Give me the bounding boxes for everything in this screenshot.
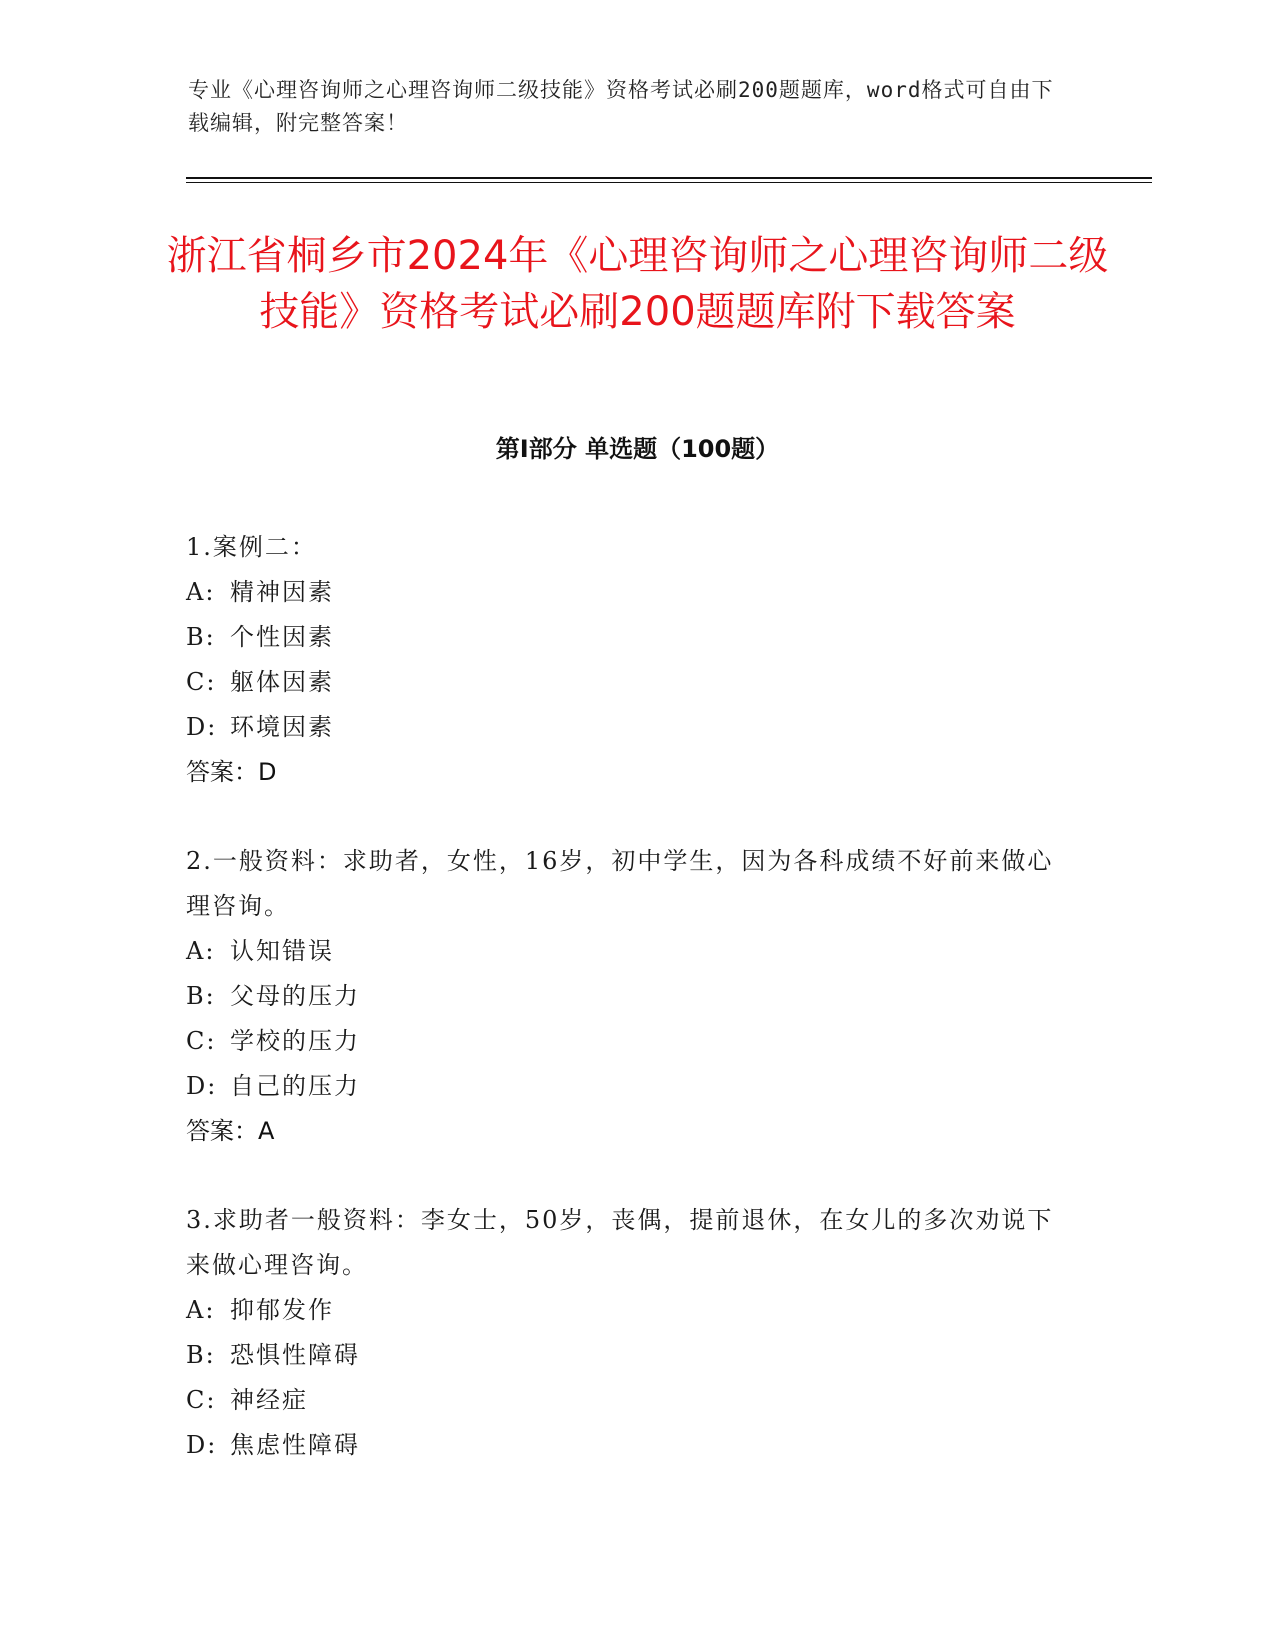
answer-line: 答案：D bbox=[186, 758, 277, 786]
option-text: 个性因素 bbox=[230, 623, 334, 651]
question-1 bbox=[186, 525, 1066, 795]
header-divider-thin bbox=[186, 182, 1152, 183]
option-text: 抑郁发作 bbox=[230, 1296, 334, 1324]
option-text: 自己的压力 bbox=[230, 1072, 360, 1100]
question-text: 2.一般资料：求助者，女性，16岁，初中学生，因为各科成绩不好前来做心理咨询。 bbox=[186, 847, 1054, 920]
question-text: 3.求助者一般资料：李女士，50岁，丧偶，提前退休，在女儿的多次劝说下来做心理咨询。 bbox=[186, 1206, 1054, 1279]
option-a bbox=[186, 570, 1066, 615]
option-key: D: bbox=[186, 713, 218, 741]
option-d bbox=[186, 1423, 1066, 1468]
header-divider-thick bbox=[186, 177, 1152, 179]
option-text: 环境因素 bbox=[230, 713, 334, 741]
option-a bbox=[186, 1288, 1066, 1333]
option-key: D: bbox=[186, 1072, 218, 1100]
option-text: 恐惧性障碍 bbox=[230, 1341, 360, 1369]
section-title: 第Ⅰ部分 单选题（100题） bbox=[495, 435, 780, 463]
answer-line: 答案：A bbox=[186, 1117, 275, 1145]
option-key: A: bbox=[186, 1296, 216, 1324]
option-c bbox=[186, 1378, 1066, 1423]
option-d bbox=[186, 1064, 1066, 1109]
option-key: B: bbox=[186, 623, 216, 651]
question-list bbox=[186, 525, 1066, 1512]
option-b bbox=[186, 615, 1066, 660]
option-text: 精神因素 bbox=[230, 578, 334, 606]
option-c bbox=[186, 1019, 1066, 1064]
option-text: 焦虑性障碍 bbox=[230, 1431, 360, 1459]
option-text: 父母的压力 bbox=[230, 982, 360, 1010]
option-a bbox=[186, 929, 1066, 974]
option-key: C: bbox=[186, 1027, 217, 1055]
option-text: 认知错误 bbox=[230, 937, 334, 965]
option-text: 神经症 bbox=[230, 1386, 308, 1414]
option-text: 躯体因素 bbox=[230, 668, 334, 696]
option-key: C: bbox=[186, 668, 217, 696]
option-key: A: bbox=[186, 578, 216, 606]
question-text: 1.案例二： bbox=[186, 533, 317, 561]
option-key: C: bbox=[186, 1386, 217, 1414]
option-d bbox=[186, 705, 1066, 750]
document-title: 浙江省桐乡市2024年《心理咨询师之心理咨询师二级技能》资格考试必刷200题题库附下载答案 bbox=[166, 233, 1109, 335]
option-c bbox=[186, 660, 1066, 705]
option-b bbox=[186, 974, 1066, 1019]
option-key: D: bbox=[186, 1431, 218, 1459]
header-note: 专业《心理咨询师之心理咨询师二级技能》资格考试必刷200题题库，word格式可自由下载编辑，附完整答案！ bbox=[188, 78, 1054, 135]
option-key: A: bbox=[186, 937, 216, 965]
question-2 bbox=[186, 839, 1066, 1154]
option-b bbox=[186, 1333, 1066, 1378]
option-key: B: bbox=[186, 982, 216, 1010]
question-3 bbox=[186, 1198, 1066, 1468]
option-key: B: bbox=[186, 1341, 216, 1369]
option-text: 学校的压力 bbox=[230, 1027, 360, 1055]
